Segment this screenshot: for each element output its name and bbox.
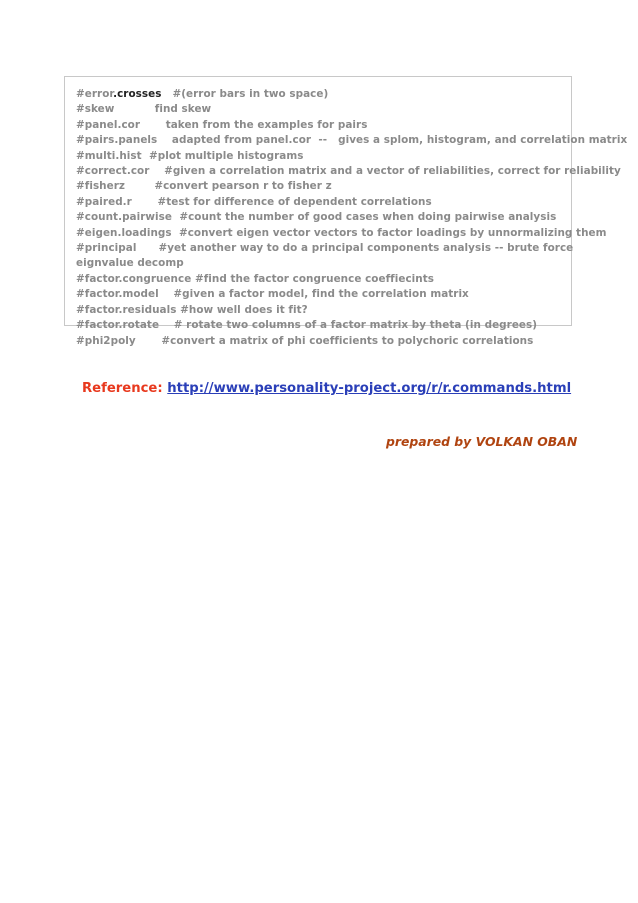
code-line-factor-residuals: #factor.residuals #how well does it fit? bbox=[76, 303, 308, 316]
code-line-principal: #principal #yet another way to do a principal components analysis -- brute force bbox=[76, 242, 574, 255]
reference-line bbox=[82, 380, 571, 398]
code-line-factor-rotate: #factor.rotate # rotate two columns of a factor matrix by theta (in degrees) bbox=[76, 319, 538, 332]
reference-link[interactable]: http://www.personality-project.org/r/r.commands.html bbox=[167, 381, 572, 396]
code-line-pairs-panels: #pairs.panels adapted from panel.cor -- gives a splom, histogram, and correlation matrix bbox=[76, 134, 628, 147]
code-line-highlight: .crosses bbox=[113, 88, 162, 100]
code-line-rest: #(error bars in two space) bbox=[161, 88, 329, 100]
code-line-error-crosses bbox=[76, 87, 571, 102]
code-line-count-pairwise: #count.pairwise #count the number of good cases when doing pairwise analysis bbox=[76, 211, 557, 224]
code-line-eignvalue-decomp: eignvalue decomp bbox=[76, 257, 184, 270]
code-line-paired-r: #paired.r #test for difference of dependent correlations bbox=[76, 195, 432, 208]
code-line-phi2poly: #phi2poly #convert a matrix of phi coefficients to polychoric correlations bbox=[76, 334, 534, 347]
code-line-eigen-loadings: #eigen.loadings #convert eigen vector vectors to factor loadings by unnormalizing them bbox=[76, 226, 607, 239]
code-line-fisherz: #fisherz #convert pearson r to fisher z bbox=[76, 180, 332, 193]
code-line-factor-model: #factor.model #given a factor model, find the correlation matrix bbox=[76, 288, 469, 301]
code-line-multi-hist: #multi.hist #plot multiple histograms bbox=[76, 149, 304, 162]
code-listing-box bbox=[64, 76, 628, 347]
code-line-panel-cor: #panel.cor taken from the examples for pairs bbox=[76, 118, 368, 131]
code-line-prefix: #error bbox=[76, 88, 114, 100]
code-line-factor-congruence: #factor.congruence #find the factor congruence coeffiecints bbox=[76, 272, 434, 285]
prepared-by-credit: prepared by VOLKAN OBAN bbox=[386, 434, 578, 449]
reference-label: Reference bbox=[82, 381, 158, 396]
code-line-correct-cor: #correct.cor #given a correlation matrix and a vector of reliabilities, correct for reliability bbox=[76, 165, 621, 178]
code-line-skew: #skew find skew bbox=[76, 103, 212, 116]
reference-colon: : bbox=[157, 381, 163, 396]
